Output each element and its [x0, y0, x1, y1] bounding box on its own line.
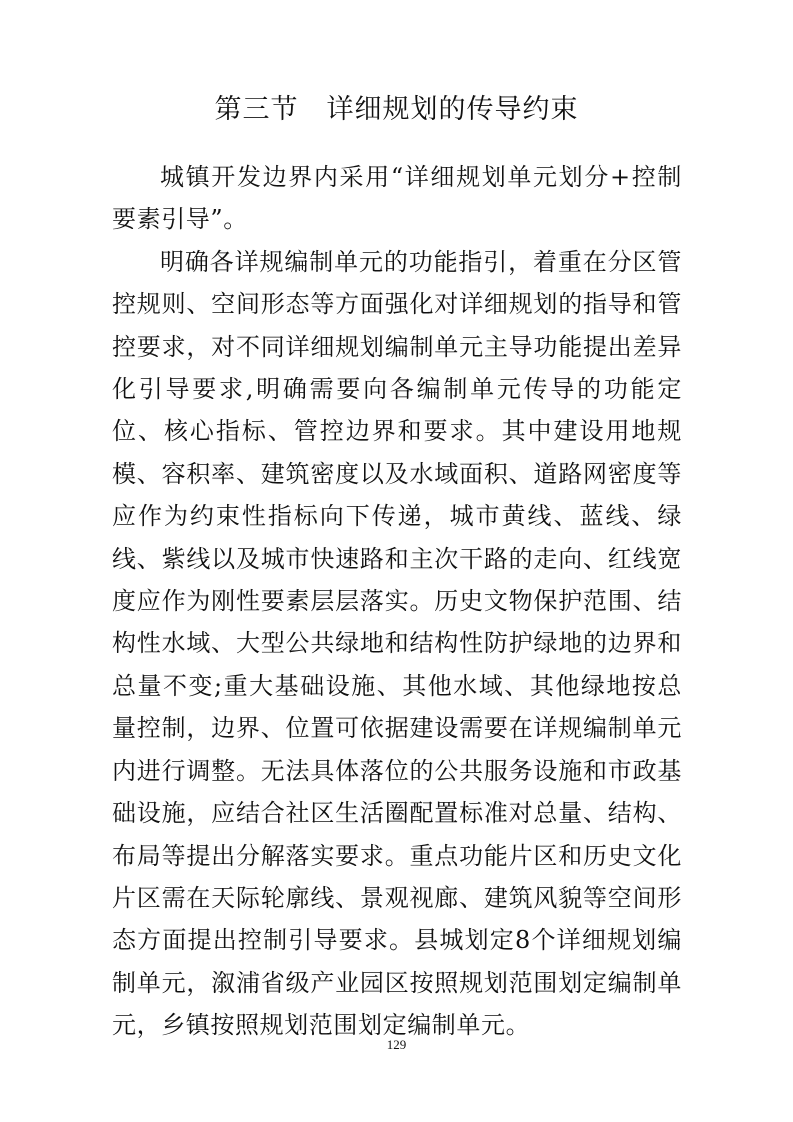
paragraph-intro: 城镇开发边界内采用“详细规划单元划分+控制要素引导”。: [112, 163, 682, 234]
paragraph-main: 明确各详规编制单元的功能指引，着重在分区管控规则、空间形态等方面强化对详细规划的指导和管控要求，对不同详细规划编制单元主导功能提出差异化引导要求,明确需要向各编制单元传导的功能定位、核心指标、管控边界和要求。其中建设用地规模、容积率、建筑密度以及水域面积、道路网密度等应作为约束性指标向下传递，城市黄线、蓝线、绿线、紫线以及城市快速路和主次干路的走向、红线宽度应作为刚性要素层层落实。历史文物保护范围、结构性水域、大型公共绿地和结构性防护绿地的边界和总量不变;重大基础设施、其他水域、其他绿地按总量控制，边界、位置可依据建设需要在详规编制单元内进行调整。无法具体落位的公共服务设施和市政基础设施，应结合社区生活圈配置标准对总量、结构、布局等提出分解落实要求。重点功能片区和历史文化片区需在天际轮廓线、景观视廊、建筑风貌等空间形态方面提出控制引导要求。县城划定8个详细规划编制单元，溆浦省级产业园区按照规划范围划定编制单元，乡镇按照规划范围划定编制单元。: [112, 247, 682, 1040]
section-title: 第三节 详细规划的传导约束: [214, 94, 579, 125]
body-text: [112, 156, 682, 1047]
page-number: 129: [386, 1037, 407, 1052]
